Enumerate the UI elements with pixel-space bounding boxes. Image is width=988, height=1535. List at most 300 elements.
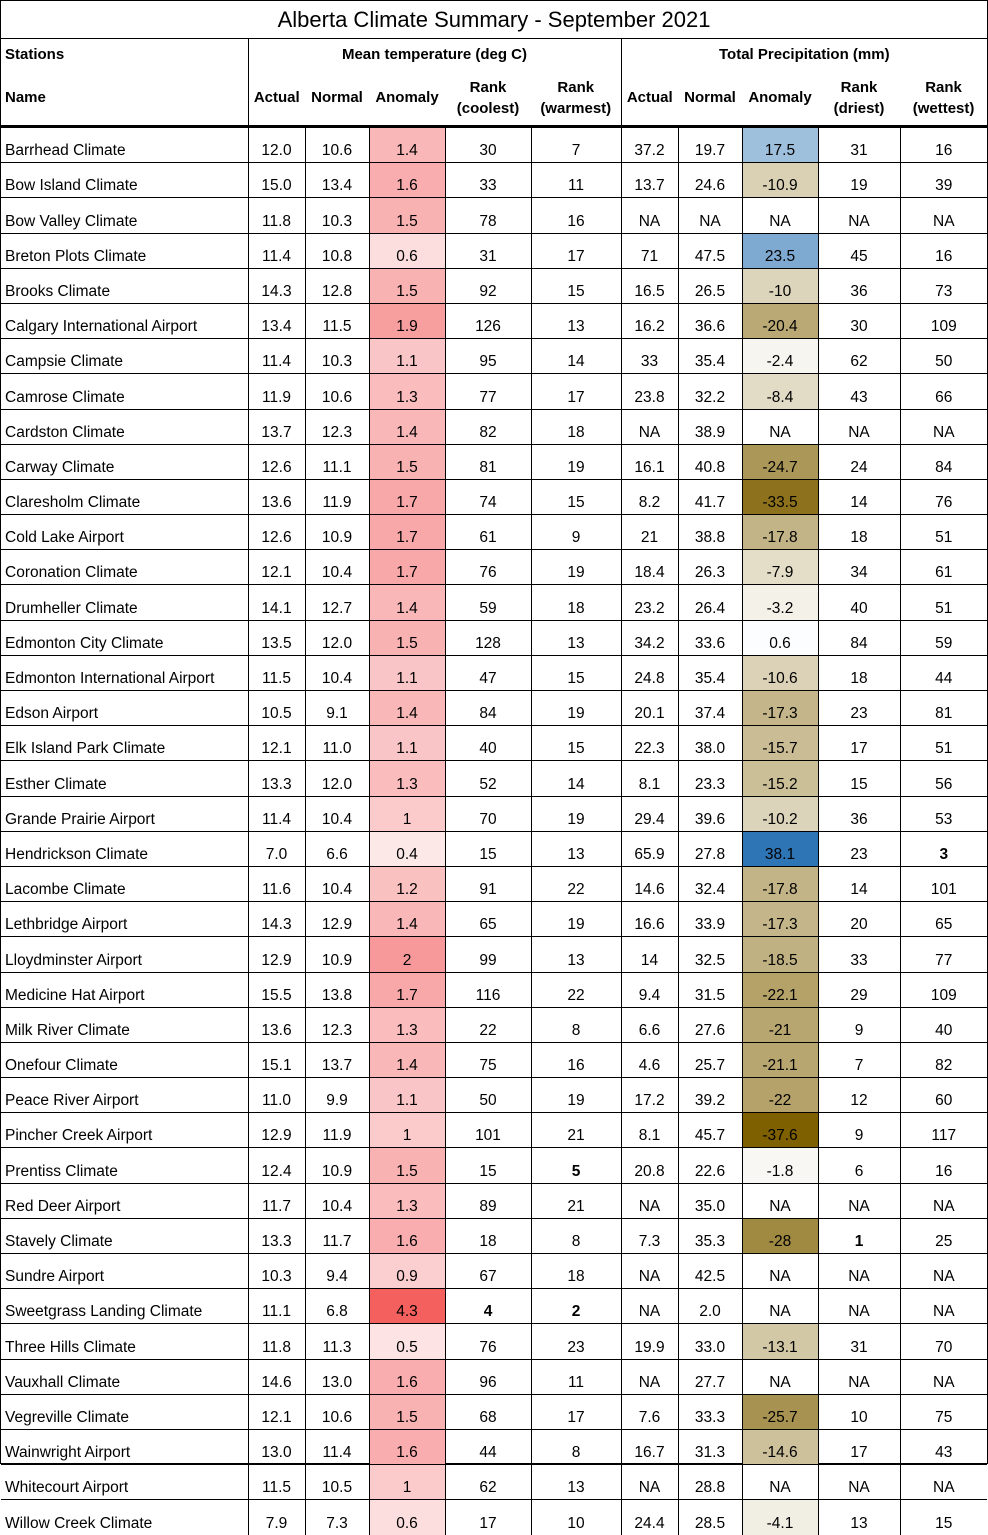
temp-anomaly-cell: 1.6 <box>369 1429 445 1464</box>
temp-actual-column-header: Actual <box>248 70 305 127</box>
precip-rank-driest-cell: NA <box>818 1289 900 1324</box>
temp-normal-cell: 7.3 <box>305 1500 369 1535</box>
precip-normal-cell: 38.8 <box>678 515 742 550</box>
table-row <box>1 1078 987 1113</box>
temp-anomaly-cell: 1.2 <box>369 866 445 901</box>
station-name-cell: Claresholm Climate <box>1 479 248 514</box>
precip-rank-wettest-cell: 3 <box>900 831 987 866</box>
temp-normal-cell: 10.4 <box>305 1183 369 1218</box>
precip-rank-wettest-cell: 117 <box>900 1113 987 1148</box>
temp-actual-cell: 12.9 <box>248 937 305 972</box>
temp-rank-coolest-cell: 50 <box>445 1078 531 1113</box>
precip-anomaly-cell: -25.7 <box>742 1394 818 1429</box>
precip-normal-cell: 35.0 <box>678 1183 742 1218</box>
mean-temperature-header: Mean temperature (deg C) <box>248 39 621 71</box>
precip-normal-cell: 27.7 <box>678 1359 742 1394</box>
precip-rank-driest-cell: 18 <box>818 655 900 690</box>
temp-anomaly-cell: 1.3 <box>369 1007 445 1042</box>
station-name-cell: Sweetgrass Landing Climate <box>1 1289 248 1324</box>
precip-actual-cell: 6.6 <box>621 1007 678 1042</box>
table-row <box>1 796 987 831</box>
precip-anomaly-cell: -22 <box>742 1078 818 1113</box>
precip-actual-cell: 8.1 <box>621 761 678 796</box>
stations-header: Stations <box>1 39 248 71</box>
precip-actual-cell: 20.8 <box>621 1148 678 1183</box>
temp-anomaly-cell: 1.5 <box>369 1148 445 1183</box>
precip-rank-wettest-column-header: Rank (wettest) <box>900 70 987 127</box>
precip-normal-cell: 27.6 <box>678 1007 742 1042</box>
temp-anomaly-cell: 0.5 <box>369 1324 445 1359</box>
precip-normal-cell: 42.5 <box>678 1254 742 1289</box>
temp-rank-warmest-cell: 2 <box>531 1289 621 1324</box>
precip-actual-cell: NA <box>621 409 678 444</box>
temp-rank-coolest-cell: 67 <box>445 1254 531 1289</box>
temp-normal-column-header: Normal <box>305 70 369 127</box>
temp-normal-cell: 12.7 <box>305 585 369 620</box>
temp-actual-cell: 13.3 <box>248 1218 305 1253</box>
temp-anomaly-cell: 1.6 <box>369 1218 445 1253</box>
temp-anomaly-cell: 1.4 <box>369 585 445 620</box>
precip-rank-wettest-cell: 16 <box>900 127 987 163</box>
table-body <box>1 127 987 1535</box>
precip-rank-wettest-cell: 109 <box>900 303 987 338</box>
precip-actual-cell: 18.4 <box>621 550 678 585</box>
temp-rank-warmest-column-header: Rank (warmest) <box>531 70 621 127</box>
temp-normal-cell: 9.9 <box>305 1078 369 1113</box>
temp-rank-warmest-cell: 21 <box>531 1183 621 1218</box>
precip-anomaly-cell: -3.2 <box>742 585 818 620</box>
precip-rank-wettest-cell: 15 <box>935 1514 953 1532</box>
precip-rank-wettest-cell: 51 <box>900 585 987 620</box>
precip-anomaly-cell: NA <box>742 1359 818 1394</box>
temp-normal-cell: 6.8 <box>305 1289 369 1324</box>
precip-normal-column-header: Normal <box>678 70 742 127</box>
precip-actual-cell: 21 <box>621 515 678 550</box>
table-row <box>1 761 987 796</box>
temp-actual-cell: 12.4 <box>248 1148 305 1183</box>
temp-anomaly-cell: 1.1 <box>369 339 445 374</box>
temp-actual-cell: 13.7 <box>248 409 305 444</box>
temp-actual-cell: 11.5 <box>248 1465 305 1500</box>
precip-rank-wettest-cell: NA <box>900 1254 987 1289</box>
precip-actual-cell: 20.1 <box>621 691 678 726</box>
temp-rank-warmest-cell: 22 <box>531 972 621 1007</box>
temp-actual-cell: 13.6 <box>248 479 305 514</box>
station-name-cell: Cardston Climate <box>1 409 248 444</box>
temp-rank-coolest-cell: 61 <box>445 515 531 550</box>
temp-rank-warmest-cell: 14 <box>531 761 621 796</box>
station-name-cell: Three Hills Climate <box>1 1324 248 1359</box>
precip-normal-cell: 33.9 <box>678 902 742 937</box>
temp-anomaly-cell: 0.4 <box>369 831 445 866</box>
temp-anomaly-cell: 1.3 <box>369 1183 445 1218</box>
precip-rank-wettest-cell: 50 <box>900 339 987 374</box>
precip-rank-wettest-cell: 65 <box>900 902 987 937</box>
precip-rank-wettest-cell: NA <box>900 198 987 233</box>
precip-rank-wettest-cell: NA <box>900 1465 987 1500</box>
precip-normal-cell: 41.7 <box>678 479 742 514</box>
precip-rank-wettest-cell: 84 <box>900 444 987 479</box>
table-row <box>1 303 987 338</box>
temp-rank-coolest-cell: 33 <box>445 163 531 198</box>
station-name-cell: Carway Climate <box>1 444 248 479</box>
temp-normal-cell: 10.4 <box>305 796 369 831</box>
temp-rank-coolest-cell: 77 <box>445 374 531 409</box>
precip-rank-wettest-cell: 76 <box>900 479 987 514</box>
temp-normal-cell: 9.1 <box>305 691 369 726</box>
precip-anomaly-cell: 38.1 <box>742 831 818 866</box>
temp-actual-cell: 11.8 <box>248 1324 305 1359</box>
temp-anomaly-cell: 1.4 <box>369 691 445 726</box>
precip-rank-wettest-cell: 51 <box>900 726 987 761</box>
precip-normal-cell: 31.3 <box>678 1429 742 1464</box>
temp-rank-warmest-cell: 19 <box>531 444 621 479</box>
precip-normal-cell: 32.5 <box>678 937 742 972</box>
temp-rank-coolest-cell: 75 <box>445 1042 531 1077</box>
temp-rank-coolest-cell: 70 <box>445 796 531 831</box>
precip-rank-driest-cell: 14 <box>818 866 900 901</box>
temp-anomaly-cell: 1.4 <box>369 127 445 163</box>
precip-actual-cell: 16.6 <box>621 902 678 937</box>
temp-normal-cell: 11.1 <box>305 444 369 479</box>
precip-actual-cell: 33 <box>621 339 678 374</box>
table-row <box>1 339 987 374</box>
station-name-cell: Red Deer Airport <box>1 1183 248 1218</box>
precip-actual-cell: 65.9 <box>621 831 678 866</box>
temp-anomaly-cell: 1.5 <box>369 198 445 233</box>
table-row <box>1 1429 987 1464</box>
precip-rank-driest-cell: NA <box>818 1465 900 1500</box>
station-name-cell: Lacombe Climate <box>1 866 248 901</box>
precip-rank-wettest-cell: 53 <box>900 796 987 831</box>
temp-normal-cell: 12.8 <box>305 268 369 303</box>
precip-anomaly-cell: NA <box>742 1254 818 1289</box>
precip-anomaly-cell: -28 <box>742 1218 818 1253</box>
precip-anomaly-cell: -18.5 <box>742 937 818 972</box>
precip-actual-cell: 71 <box>621 233 678 268</box>
precip-rank-driest-cell: 20 <box>818 902 900 937</box>
precip-actual-cell: 22.3 <box>621 726 678 761</box>
station-name-cell: Willow Creek Climate <box>1 1500 248 1535</box>
table-row <box>1 1183 987 1218</box>
temp-rank-warmest-cell: 18 <box>531 1254 621 1289</box>
precip-normal-cell: 40.8 <box>678 444 742 479</box>
temp-anomaly-cell: 1.9 <box>369 303 445 338</box>
precip-anomaly-cell: -13.1 <box>742 1324 818 1359</box>
station-name-cell: Vegreville Climate <box>1 1394 248 1429</box>
temp-actual-cell: 13.5 <box>248 620 305 655</box>
precip-rank-driest-cell: 13 <box>818 1500 900 1535</box>
station-name-cell: Edmonton City Climate <box>1 620 248 655</box>
precip-actual-cell: NA <box>621 1465 678 1500</box>
precip-normal-cell: 31.5 <box>678 972 742 1007</box>
precip-rank-wettest-cell: NA <box>900 1289 987 1324</box>
precip-actual-column-header: Actual <box>621 70 678 127</box>
table-row <box>1 198 987 233</box>
temp-normal-cell: 10.4 <box>305 866 369 901</box>
precip-normal-cell: 33.0 <box>678 1324 742 1359</box>
precip-anomaly-cell: -10 <box>742 268 818 303</box>
temp-rank-coolest-cell: 78 <box>445 198 531 233</box>
temp-anomaly-cell: 1.7 <box>369 972 445 1007</box>
temp-anomaly-cell: 1.7 <box>369 479 445 514</box>
temp-actual-cell: 11.0 <box>248 1078 305 1113</box>
temp-rank-warmest-cell: 23 <box>531 1324 621 1359</box>
temp-anomaly-cell: 1 <box>369 1113 445 1148</box>
temp-rank-coolest-cell: 17 <box>445 1500 531 1535</box>
temp-normal-cell: 10.8 <box>305 233 369 268</box>
precip-anomaly-cell: -14.6 <box>742 1429 818 1464</box>
precip-rank-wettest-cell: 66 <box>900 374 987 409</box>
precip-rank-driest-cell: 33 <box>818 937 900 972</box>
station-name-cell: Prentiss Climate <box>1 1148 248 1183</box>
temp-rank-warmest-cell: 19 <box>531 902 621 937</box>
temp-actual-cell: 13.0 <box>248 1429 305 1464</box>
temp-actual-cell: 11.9 <box>248 374 305 409</box>
precip-actual-cell: 9.4 <box>621 972 678 1007</box>
table-row <box>1 163 987 198</box>
temp-normal-cell: 10.5 <box>305 1465 369 1500</box>
temp-actual-cell: 11.5 <box>248 655 305 690</box>
temp-normal-cell: 10.4 <box>305 655 369 690</box>
temp-anomaly-cell: 1.5 <box>369 1394 445 1429</box>
temp-actual-cell: 7.0 <box>248 831 305 866</box>
temp-actual-cell: 15.5 <box>248 972 305 1007</box>
precip-anomaly-cell: -22.1 <box>742 972 818 1007</box>
temp-normal-cell: 9.4 <box>305 1254 369 1289</box>
temp-normal-cell: 13.0 <box>305 1359 369 1394</box>
precip-rank-driest-cell: 17 <box>818 1429 900 1464</box>
temp-rank-warmest-cell: 19 <box>531 796 621 831</box>
station-name-cell: Bow Island Climate <box>1 163 248 198</box>
temp-normal-cell: 11.5 <box>305 303 369 338</box>
temp-actual-cell: 12.6 <box>248 444 305 479</box>
precip-actual-cell: 16.7 <box>621 1429 678 1464</box>
precip-normal-cell: 39.6 <box>678 796 742 831</box>
precip-rank-driest-cell: 24 <box>818 444 900 479</box>
temp-rank-coolest-cell: 15 <box>445 1148 531 1183</box>
temp-anomaly-cell: 1.1 <box>369 726 445 761</box>
temp-normal-cell: 13.4 <box>305 163 369 198</box>
precip-rank-driest-cell: 18 <box>818 515 900 550</box>
temp-rank-warmest-cell: 22 <box>531 866 621 901</box>
precip-anomaly-cell: -15.7 <box>742 726 818 761</box>
temp-normal-cell: 11.4 <box>305 1429 369 1464</box>
temp-actual-cell: 11.4 <box>248 796 305 831</box>
station-name-cell: Lloydminster Airport <box>1 937 248 972</box>
temp-actual-cell: 12.1 <box>248 726 305 761</box>
precip-actual-cell: 7.3 <box>621 1218 678 1253</box>
precip-normal-cell: 19.7 <box>678 127 742 163</box>
temp-rank-coolest-cell: 116 <box>445 972 531 1007</box>
temp-anomaly-cell: 1.3 <box>369 374 445 409</box>
precip-actual-cell: 29.4 <box>621 796 678 831</box>
temp-rank-warmest-cell: 19 <box>531 1078 621 1113</box>
precip-normal-cell: 33.3 <box>678 1394 742 1429</box>
precip-rank-driest-cell: 14 <box>818 479 900 514</box>
station-name-cell: Medicine Hat Airport <box>1 972 248 1007</box>
precip-anomaly-cell: -24.7 <box>742 444 818 479</box>
precip-rank-driest-cell: 62 <box>818 339 900 374</box>
precip-rank-driest-cell: 19 <box>818 163 900 198</box>
precip-actual-cell: 8.1 <box>621 1113 678 1148</box>
precip-rank-driest-cell: 31 <box>818 1324 900 1359</box>
temp-rank-warmest-cell: 15 <box>531 268 621 303</box>
station-name-cell: Camrose Climate <box>1 374 248 409</box>
temp-anomaly-column-header: Anomaly <box>369 70 445 127</box>
temp-rank-warmest-cell: 11 <box>531 163 621 198</box>
temp-normal-cell: 10.6 <box>305 1394 369 1429</box>
table-row <box>1 444 987 479</box>
temp-actual-cell: 10.5 <box>248 691 305 726</box>
temp-anomaly-cell: 0.9 <box>369 1254 445 1289</box>
temp-rank-warmest-cell: 16 <box>531 198 621 233</box>
temp-rank-coolest-column-header: Rank (coolest) <box>445 70 531 127</box>
table-row <box>1 972 987 1007</box>
precip-anomaly-cell: -15.2 <box>742 761 818 796</box>
precip-rank-wettest-cell: 70 <box>900 1324 987 1359</box>
temp-anomaly-cell: 1.4 <box>369 409 445 444</box>
station-name-cell: Cold Lake Airport <box>1 515 248 550</box>
precip-normal-cell: 35.4 <box>678 655 742 690</box>
station-name-cell: Elk Island Park Climate <box>1 726 248 761</box>
temp-rank-warmest-cell: 15 <box>531 479 621 514</box>
temp-anomaly-cell: 1.5 <box>369 620 445 655</box>
temp-actual-cell: 14.3 <box>248 902 305 937</box>
precip-actual-cell: 7.6 <box>621 1394 678 1429</box>
temp-rank-warmest-cell: 9 <box>531 515 621 550</box>
precip-normal-cell: 24.6 <box>678 163 742 198</box>
temp-normal-cell: 11.9 <box>305 1113 369 1148</box>
temp-rank-coolest-cell: 81 <box>445 444 531 479</box>
precip-rank-driest-cell: 12 <box>818 1078 900 1113</box>
temp-rank-coolest-cell: 65 <box>445 902 531 937</box>
total-precipitation-header: Total Precipitation (mm) <box>719 46 890 63</box>
precip-anomaly-cell: -37.6 <box>742 1113 818 1148</box>
station-name-cell: Hendrickson Climate <box>1 831 248 866</box>
station-name-cell: Lethbridge Airport <box>1 902 248 937</box>
temp-rank-warmest-cell: 15 <box>531 655 621 690</box>
temp-normal-cell: 10.9 <box>305 515 369 550</box>
temp-rank-coolest-cell: 31 <box>445 233 531 268</box>
temp-actual-cell: 12.1 <box>248 550 305 585</box>
table-row <box>1 655 987 690</box>
temp-rank-coolest-cell: 59 <box>445 585 531 620</box>
temp-anomaly-cell: 1.1 <box>369 1078 445 1113</box>
temp-rank-coolest-cell: 96 <box>445 1359 531 1394</box>
station-name-cell: Campsie Climate <box>1 339 248 374</box>
precip-rank-wettest-cell: 56 <box>900 761 987 796</box>
precip-anomaly-cell: -21.1 <box>742 1042 818 1077</box>
temp-actual-cell: 14.1 <box>248 585 305 620</box>
precip-anomaly-cell: NA <box>742 1183 818 1218</box>
table-row <box>1 1465 987 1500</box>
precip-anomaly-cell: NA <box>742 198 818 233</box>
temp-rank-warmest-cell: 13 <box>531 937 621 972</box>
table-row <box>1 479 987 514</box>
precip-anomaly-cell: -7.9 <box>742 550 818 585</box>
table-row <box>1 726 987 761</box>
precip-rank-driest-cell: 23 <box>818 691 900 726</box>
temp-rank-coolest-cell: 22 <box>445 1007 531 1042</box>
temp-rank-warmest-cell: 10 <box>531 1500 621 1535</box>
table-row <box>1 1218 987 1253</box>
precip-rank-driest-cell: 84 <box>818 620 900 655</box>
precip-rank-driest-cell: 34 <box>818 550 900 585</box>
temp-actual-cell: 14.3 <box>248 268 305 303</box>
precip-rank-wettest-cell: 109 <box>900 972 987 1007</box>
climate-table <box>1 1 987 1535</box>
precip-rank-driest-cell: NA <box>818 198 900 233</box>
precip-actual-cell: 16.1 <box>621 444 678 479</box>
temp-actual-cell: 15.0 <box>248 163 305 198</box>
precip-actual-cell: NA <box>621 1254 678 1289</box>
temp-rank-coolest-cell: 95 <box>445 339 531 374</box>
precip-anomaly-cell: -17.3 <box>742 902 818 937</box>
precip-anomaly-cell: -10.2 <box>742 796 818 831</box>
temp-rank-coolest-cell: 126 <box>445 303 531 338</box>
temp-anomaly-cell: 1 <box>369 1465 445 1500</box>
precip-actual-cell: 17.2 <box>621 1078 678 1113</box>
table-row <box>1 1289 987 1324</box>
precip-normal-cell: 23.3 <box>678 761 742 796</box>
precip-normal-cell: 47.5 <box>678 233 742 268</box>
temp-actual-cell: 14.6 <box>248 1359 305 1394</box>
table-row <box>1 585 987 620</box>
station-name-cell: Brooks Climate <box>1 268 248 303</box>
temp-rank-coolest-cell: 99 <box>445 937 531 972</box>
temp-normal-cell: 11.3 <box>305 1324 369 1359</box>
temp-actual-cell: 7.9 <box>248 1500 305 1535</box>
temp-rank-coolest-cell: 44 <box>445 1429 531 1464</box>
temp-rank-coolest-cell: 15 <box>445 831 531 866</box>
station-name-cell: Peace River Airport <box>1 1078 248 1113</box>
temp-actual-cell: 11.4 <box>248 233 305 268</box>
temp-anomaly-cell: 1.4 <box>369 1042 445 1077</box>
table-row <box>1 409 987 444</box>
temp-normal-cell: 12.3 <box>305 409 369 444</box>
temp-actual-cell: 12.1 <box>248 1394 305 1429</box>
station-name-cell: Breton Plots Climate <box>1 233 248 268</box>
temp-rank-warmest-cell: 21 <box>531 1113 621 1148</box>
precip-rank-driest-cell: NA <box>818 409 900 444</box>
temp-rank-coolest-cell: 89 <box>445 1183 531 1218</box>
precip-anomaly-cell: NA <box>742 1289 818 1324</box>
temp-normal-cell: 13.8 <box>305 972 369 1007</box>
precip-normal-cell: 39.2 <box>678 1078 742 1113</box>
station-name-cell: Esther Climate <box>1 761 248 796</box>
precip-normal-cell: 36.6 <box>678 303 742 338</box>
station-name-cell: Onefour Climate <box>1 1042 248 1077</box>
table-row <box>1 127 987 163</box>
precip-normal-cell: 35.3 <box>678 1218 742 1253</box>
temp-rank-coolest-cell: 30 <box>445 127 531 163</box>
precip-rank-wettest-cell: 101 <box>900 866 987 901</box>
table-row <box>1 831 987 866</box>
temp-normal-cell: 10.3 <box>305 339 369 374</box>
station-name-cell: Pincher Creek Airport <box>1 1113 248 1148</box>
temp-actual-cell: 11.6 <box>248 866 305 901</box>
precip-rank-wettest-cell: NA <box>900 1183 987 1218</box>
temp-normal-cell: 10.9 <box>305 1148 369 1183</box>
temp-normal-cell: 13.7 <box>305 1042 369 1077</box>
precip-anomaly-cell: 23.5 <box>742 233 818 268</box>
temp-anomaly-cell: 1.7 <box>369 550 445 585</box>
station-name-cell: Whitecourt Airport <box>1 1465 248 1500</box>
precip-normal-cell: 26.5 <box>678 268 742 303</box>
temp-rank-warmest-cell: 8 <box>531 1429 621 1464</box>
precip-normal-cell: 27.8 <box>678 831 742 866</box>
